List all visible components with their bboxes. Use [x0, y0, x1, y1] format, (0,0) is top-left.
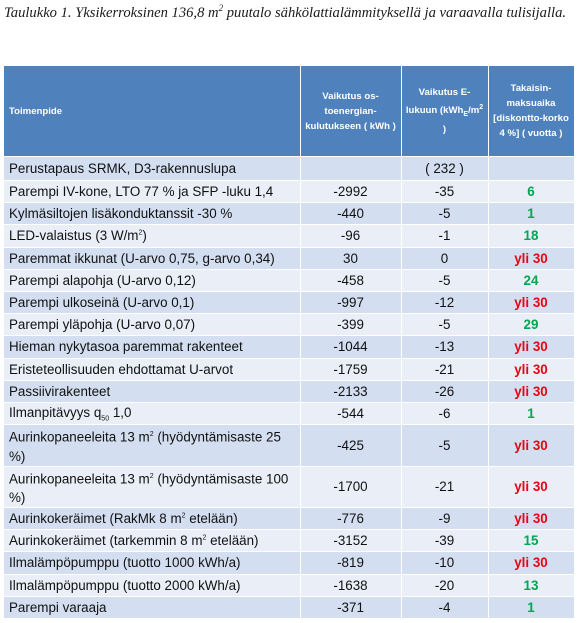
measure-cell: [4, 247, 300, 269]
measure-text-suffix: (hyödyntämisaste 100 %): [9, 471, 289, 505]
e-value-impact-cell: 0: [401, 247, 488, 269]
table-row: [4, 466, 574, 507]
payback-cell: 13: [488, 574, 574, 596]
header-e-sup: 2: [479, 103, 484, 111]
measure-cell: [4, 596, 300, 618]
measure-superscript: 2: [202, 534, 207, 542]
table-row: [4, 157, 574, 181]
caption-suffix: puutalo sähkölattialämmityksellä ja varaavalla tulisijalla.: [223, 5, 567, 21]
measure-cell: [4, 425, 300, 466]
e-value-impact-cell: -13: [401, 336, 488, 358]
header-e-value-impact: [401, 66, 488, 157]
measure-cell: [4, 530, 300, 552]
measure-text-suffix: ): [142, 228, 147, 244]
payback-cell: 1: [488, 203, 574, 225]
energy-impact-cell: -1759: [300, 358, 401, 380]
energy-impact-cell: -1700: [300, 466, 401, 507]
energy-impact-cell: -458: [300, 269, 401, 291]
measure-text: Aurinkokeräimet (RakMk 8 m: [9, 511, 182, 527]
payback-cell: yli 30: [488, 425, 574, 466]
table-row: [4, 225, 574, 247]
energy-impact-cell: -3152: [300, 530, 401, 552]
measure-cell: [4, 203, 300, 225]
payback-cell: yli 30: [488, 336, 574, 358]
table-body: [4, 157, 574, 618]
e-value-impact-cell: -9: [401, 508, 488, 530]
measure-cell: [4, 380, 300, 402]
measure-cell: [4, 552, 300, 574]
measure-text: Hieman nykytasoa paremmat rakenteet: [9, 339, 243, 355]
table-row: [4, 291, 574, 313]
table-row: [4, 380, 574, 402]
measure-text: Ilmalämpöpumppu (tuotto 2000 kWh/a): [9, 577, 241, 593]
measure-text: Paremmat ikkunat (U-arvo 0,75, g-arvo 0,34): [9, 250, 275, 266]
payback-cell: yli 30: [488, 291, 574, 313]
header-energy-impact: Vaikutus os-toenergian-kulutukseen ( kWh ): [300, 66, 401, 157]
measure-text: Parempi varaaja: [9, 599, 107, 615]
energy-impact-cell: [300, 157, 401, 181]
payback-cell: 1: [488, 402, 574, 424]
e-value-impact-cell: -20: [401, 574, 488, 596]
measure-text: Ilmalämpöpumppu (tuotto 1000 kWh/a): [9, 555, 241, 571]
measure-cell: [4, 314, 300, 336]
energy-impact-cell: 30: [300, 247, 401, 269]
header-measure: Toimenpide: [4, 66, 300, 157]
energy-impact-cell: -819: [300, 552, 401, 574]
e-value-impact-cell: -10: [401, 552, 488, 574]
header-e-pre: Vaikutus E-lukuun (kWh: [405, 86, 471, 117]
measure-cell: [4, 181, 300, 203]
table-row: [4, 425, 574, 466]
table-row: [4, 596, 574, 618]
measure-cell: [4, 574, 300, 596]
payback-cell: yli 30: [488, 247, 574, 269]
energy-impact-cell: -1638: [300, 574, 401, 596]
energy-impact-cell: -544: [300, 402, 401, 424]
energy-impact-cell: -440: [300, 203, 401, 225]
energy-impact-cell: -997: [300, 291, 401, 313]
e-value-impact-cell: -12: [401, 291, 488, 313]
measure-cell: [4, 358, 300, 380]
e-value-impact-cell: -6: [401, 402, 488, 424]
measure-text: LED-valaistus (3 W/m: [9, 228, 139, 244]
measure-cell: [4, 508, 300, 530]
energy-impact-cell: -2992: [300, 181, 401, 203]
table-row: [4, 314, 574, 336]
table-row: [4, 530, 574, 552]
payback-cell: [488, 157, 574, 181]
table-caption: [4, 2, 576, 25]
measure-superscript: 2: [149, 472, 154, 480]
energy-impact-cell: -96: [300, 225, 401, 247]
measure-text: Perustapaus SRMK, D3-rakennuslupa: [9, 161, 237, 176]
measure-text-suffix: etelään): [185, 511, 238, 527]
measure-text: Aurinkopaneeleita 13 m: [9, 471, 150, 486]
measure-cell: [4, 466, 300, 507]
measure-text: Aurinkopaneeleita 13 m: [9, 429, 150, 445]
table-row: [4, 181, 574, 203]
measure-text-suffix: etelään): [206, 533, 259, 549]
e-value-impact-cell: -21: [401, 358, 488, 380]
measure-cell: [4, 291, 300, 313]
e-value-impact-cell: -39: [401, 530, 488, 552]
energy-impact-cell: -371: [300, 596, 401, 618]
table-row: [4, 336, 574, 358]
measure-cell: [4, 336, 300, 358]
payback-cell: yli 30: [488, 552, 574, 574]
caption-sup: 2: [218, 3, 224, 14]
e-value-impact-cell: -35: [401, 181, 488, 203]
energy-impact-cell: -399: [300, 314, 401, 336]
payback-cell: 24: [488, 269, 574, 291]
e-value-impact-cell: ( 232 ): [401, 157, 488, 181]
table-row: [4, 269, 574, 291]
table-row: [4, 247, 574, 269]
measure-text: Eristeteollisuuden ehdottamat U-arvot: [9, 361, 234, 377]
measure-text: Passiivirakenteet: [9, 383, 111, 399]
header-row: [4, 66, 574, 157]
energy-impact-cell: -2133: [300, 380, 401, 402]
table-row: [4, 552, 574, 574]
e-value-impact-cell: -5: [401, 314, 488, 336]
header-payback: Takaisin-maksuaika [diskontto-korko 4 %] ( vuotta ): [488, 66, 574, 157]
table-row: [4, 402, 574, 424]
measure-text-suffix: 1,0: [109, 404, 132, 420]
payback-cell: 29: [488, 314, 574, 336]
table-row: [4, 203, 574, 225]
e-value-impact-cell: -1: [401, 225, 488, 247]
table-row: [4, 358, 574, 380]
payback-cell: 6: [488, 181, 574, 203]
e-value-impact-cell: -5: [401, 203, 488, 225]
payback-cell: 18: [488, 225, 574, 247]
header-e-sub: E: [463, 111, 469, 119]
e-value-impact-cell: -21: [401, 466, 488, 507]
measure-cell: [4, 269, 300, 291]
payback-cell: 1: [488, 596, 574, 618]
measure-text: Parempi ulkoseinä (U-arvo 0,1): [9, 295, 195, 311]
measure-subscript: 50: [101, 415, 110, 423]
energy-impact-cell: -425: [300, 425, 401, 466]
measure-superscript: 2: [181, 512, 186, 520]
measure-text: Aurinkokeräimet (tarkemmin 8 m: [9, 533, 203, 549]
e-value-impact-cell: -4: [401, 596, 488, 618]
energy-impact-cell: -1044: [300, 336, 401, 358]
measure-cell: [4, 157, 300, 181]
payback-cell: yli 30: [488, 466, 574, 507]
measure-text: Parempi yläpohja (U-arvo 0,07): [9, 317, 196, 333]
measure-text: Parempi IV-kone, LTO 77 % ja SFP -luku 1,4: [9, 184, 274, 200]
header-e-post: ): [442, 124, 447, 136]
payback-cell: yli 30: [488, 358, 574, 380]
measure-text: Ilmanpitävyys q: [9, 404, 102, 420]
caption-prefix: Taulukko 1. Yksikerroksinen 136,8 m: [4, 5, 219, 21]
table-row: [4, 574, 574, 596]
measure-text-suffix: (hyödyntämisaste 25 %): [9, 429, 281, 464]
measure-superscript: 2: [149, 431, 154, 439]
e-value-impact-cell: -5: [401, 425, 488, 466]
measure-cell: [4, 225, 300, 247]
measure-text: Kylmäsiltojen lisäkonduktanssit -30 %: [9, 206, 233, 222]
payback-cell: 15: [488, 530, 574, 552]
header-e-mid: /m: [468, 105, 480, 117]
energy-impact-cell: -776: [300, 508, 401, 530]
measures-table: [4, 66, 575, 618]
e-value-impact-cell: -5: [401, 269, 488, 291]
table-row: [4, 508, 574, 530]
e-value-impact-cell: -26: [401, 380, 488, 402]
payback-cell: yli 30: [488, 508, 574, 530]
measure-text: Parempi alapohja (U-arvo 0,12): [9, 272, 196, 288]
measure-cell: [4, 402, 300, 424]
measure-superscript: 2: [138, 230, 143, 237]
payback-cell: yli 30: [488, 380, 574, 402]
